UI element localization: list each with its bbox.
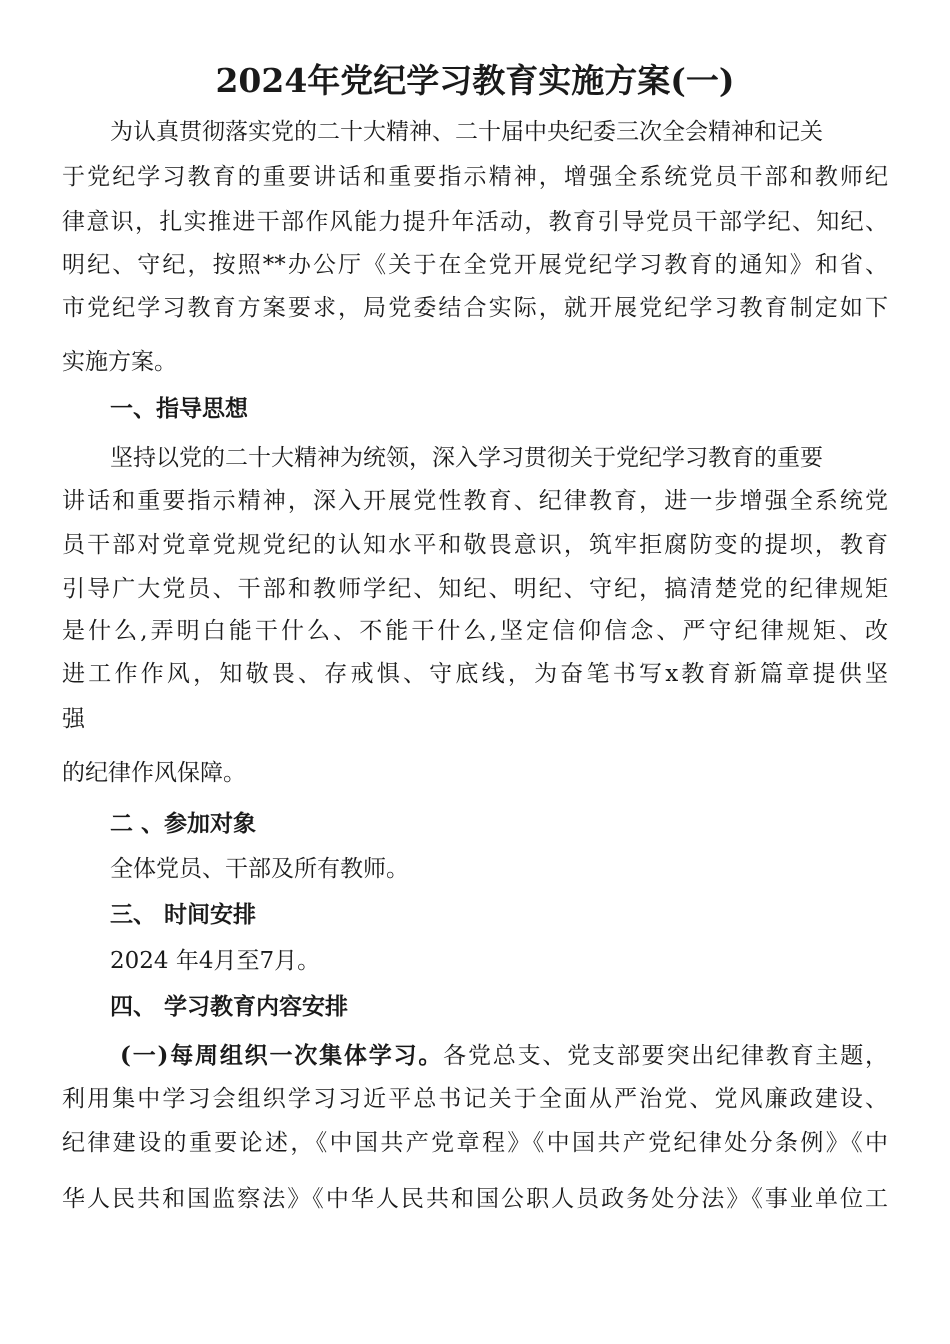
section4-line-4: 华人民共和国监察法》《中华人民共和国公职人员政务处分法》《事业单位工 bbox=[62, 1186, 888, 1212]
section1-line-8: 的纪律作风保障。 bbox=[62, 760, 246, 786]
intro-line-6: 实施方案。 bbox=[62, 349, 177, 375]
intro-line-3: 律意识，扎实推进干部作风能力提升年活动，教育引导党员干部学纪、知纪、 bbox=[62, 209, 888, 235]
section4-line-3: 纪律建设的重要论述，《中国共产党章程》《中国共产党纪律处分条例》《中 bbox=[62, 1130, 888, 1156]
document-title: 2024年党纪学习教育实施方案(一) bbox=[215, 61, 735, 100]
section4-item1-label: (一)每周组织一次集体学习。 bbox=[120, 1042, 444, 1069]
section1-line-6: 进工作作风，知敬畏、存戒惧、守底线，为奋笔书写x教育新篇章提供坚 bbox=[62, 661, 888, 687]
section1-line-7: 强 bbox=[62, 706, 85, 732]
intro-line-4: 明纪、守纪，按照**办公厅《关于在全党开展党纪学习教育的通知》和省、 bbox=[62, 252, 888, 278]
intro-line-5: 市党纪学习教育方案要求，局党委结合实际，就开展党纪学习教育制定如下 bbox=[62, 295, 888, 321]
section1-line-4: 引导广大党员、干部和教师学纪、知纪、明纪、守纪，搞清楚党的纪律规矩 bbox=[62, 576, 888, 602]
section1-line-2: 讲话和重要指示精神，深入开展党性教育、纪律教育，进一步增强全系统党 bbox=[62, 488, 888, 514]
section-heading-guiding-ideology: 一、指导思想 bbox=[110, 396, 248, 422]
section3-text: 2024 年4月至7月。 bbox=[110, 948, 321, 974]
section-heading-schedule: 三、 时间安排 bbox=[110, 902, 257, 928]
section-heading-participants: 二 、参加对象 bbox=[110, 811, 257, 837]
section-heading-content: 四、 学习教育内容安排 bbox=[110, 994, 349, 1020]
intro-line-2: 于党纪学习教育的重要讲话和重要指示精神，增强全系统党员干部和教师纪 bbox=[62, 164, 888, 190]
section1-line-5: 是什么,弄明白能干什么、不能干什么,坚定信仰信念、严守纪律规矩、改 bbox=[62, 618, 888, 644]
section4-item1-text: 各党总支、党支部要突出纪律教育主题， bbox=[443, 1043, 889, 1069]
intro-line-1: 为认真贯彻落实党的二十大精神、二十届中央纪委三次全会精神和记关 bbox=[110, 119, 823, 145]
section2-text: 全体党员、干部及所有教师。 bbox=[110, 856, 409, 882]
section4-line-2: 利用集中学习会组织学习习近平总书记关于全面从严治党、党风廉政建设、 bbox=[62, 1086, 888, 1112]
section1-line-3: 员干部对党章党规党纪的认知水平和敬畏意识，筑牢拒腐防变的提坝，教育 bbox=[62, 532, 888, 558]
section1-line-1: 坚持以党的二十大精神为统领，深入学习贯彻关于党纪学习教育的重要 bbox=[110, 445, 823, 471]
section4-item1-line bbox=[120, 1040, 888, 1072]
